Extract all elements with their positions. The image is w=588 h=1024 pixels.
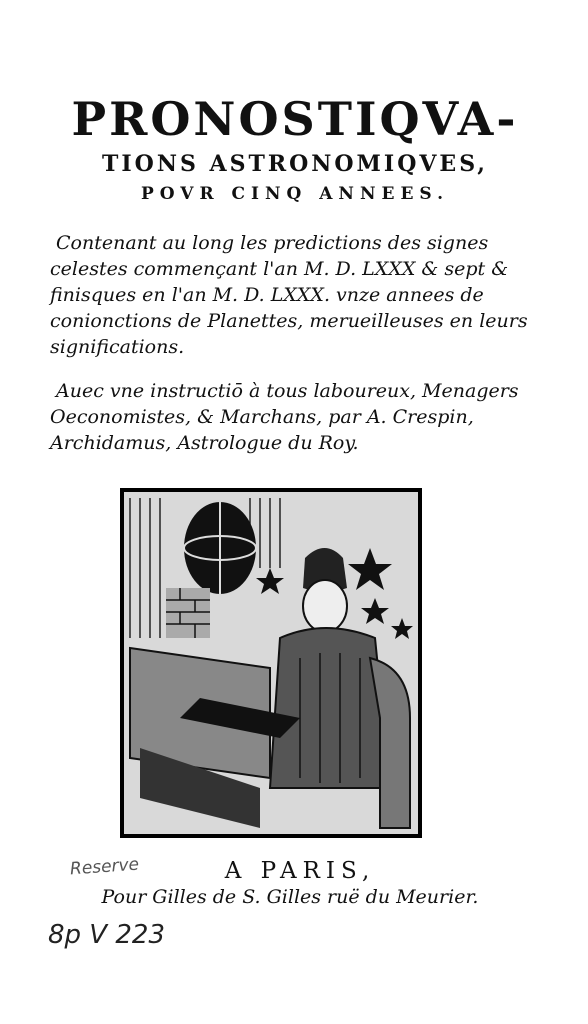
main-title-line-2: TIONS ASTRONOMIQVES,	[102, 151, 488, 177]
main-title-line-1: PRONOSTIQVA-	[71, 92, 519, 146]
instruction-paragraph: Auec vne instructiō à tous laboureux, Menagers Oeconomistes, & Marchans, par A. Crespin, Archidamus, Astrologue du Roy.	[50, 380, 519, 454]
woodcut-illustration	[120, 488, 422, 838]
description-paragraph: Contenant au long les predictions des signes celestes commençant l'an M. D. LXXX & sept & finisques en l'an M. D. LXXX. vnze annees de conionctions de Planettes, merueilleuses en leurs significations.	[50, 232, 528, 358]
handwritten-reserve-note: Reserve	[69, 854, 140, 880]
handwritten-shelfmark: 8p V 223	[48, 920, 165, 950]
imprint-city: A PARIS,	[224, 858, 376, 884]
main-title-line-3: POVR CINQ ANNEES.	[140, 184, 450, 204]
imprint-printer: Pour Gilles de S. Gilles ruë du Meurier.	[101, 886, 479, 908]
